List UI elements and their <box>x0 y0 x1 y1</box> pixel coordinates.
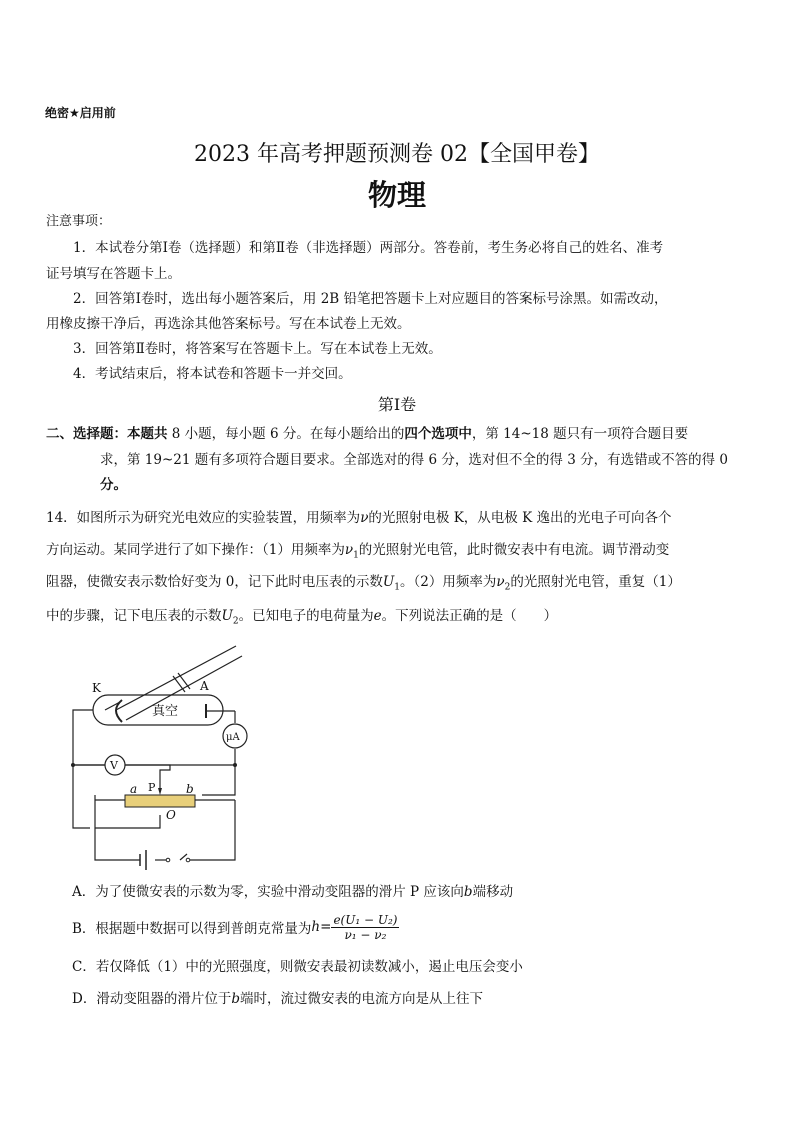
section-instructions-line3: 分。 <box>100 477 127 493</box>
light-source-cap <box>173 676 185 692</box>
section-instructions-line1: 二、选择题：本题共 8 小题，每小题 6 分。在每小题给出的四个选项中，第 14~18 题只有一项符合题目要 <box>46 426 689 442</box>
confidential-mark: 绝密★启用前 <box>45 106 116 120</box>
planck-formula: $\frac{\text{e(U₁ − U₂)}}{\text{ν₁ − ν₂}}$ <box>333 912 398 942</box>
label-vacuum: 真空 <box>152 704 179 719</box>
option-c: C．若仅降低（1）中的光照强度，则微安表最初读数减小，遏止电压会变小 <box>72 959 523 975</box>
note-line: 证号填写在答题卡上。 <box>46 266 181 282</box>
label-o: O <box>166 808 176 822</box>
option-b: B．根据题中数据可以得到普朗克常量为 h = $\frac{\text{e(U₁ − U₂)}}{\text{ν₁ − ν₂}}$ <box>72 912 398 942</box>
notes-heading: 注意事项： <box>46 214 112 229</box>
label-voltmeter: V <box>110 759 118 772</box>
section-instructions-line2: 求，第 19~21 题有多项符合题目要求。全部选对的得 6 分，选对但不全的得 3 分，有选错或不答的得 0 <box>100 452 728 468</box>
label-k: K <box>92 681 101 695</box>
note-line: 1．本试卷分第Ⅰ卷（选择题）和第Ⅱ卷（非选择题）两部分。答卷前，考生务必将自己的姓名、准考 <box>73 240 664 256</box>
label-p: P <box>148 781 156 794</box>
question-line2: 方向运动。某同学进行了如下操作：（1）用频率为$\nu_1$的光照射光电管，此时微安表中有电流。调节滑动变 <box>46 542 670 561</box>
label-microammeter: μA <box>226 732 240 743</box>
option-a: A．为了使微安表的示数为零，实验中滑动变阻器的滑片 P 应该向b端移动 <box>72 884 514 900</box>
note-line: 用橡皮擦干净后，再选涂其他答案标号。写在本试卷上无效。 <box>46 316 411 332</box>
light-beam-edge <box>116 646 236 710</box>
note-line: 4．考试结束后，将本试卷和答题卡一并交回。 <box>73 366 352 382</box>
section-label: 二、选择题： <box>46 426 127 442</box>
note-line: 3．回答第Ⅱ卷时，将答案写在答题卡上。写在本试卷上无效。 <box>73 341 442 357</box>
volume-heading: 第Ⅰ卷 <box>377 395 417 414</box>
subject-title: 物理 <box>367 178 426 212</box>
note-line: 2．回答第Ⅰ卷时，选出每小题答案后，用 2B 铅笔把答题卡上对应题目的答案标号涂黑。如需改动， <box>73 291 668 307</box>
exam-title: 2023 年高考押题预测卷 02【全国甲卷】 <box>194 142 600 167</box>
option-d: D．滑动变阻器的滑片位于b端时，流过微安表的电流方向是从上往下 <box>72 991 483 1007</box>
question-line3: 阻器，使微安表示数恰好变为 0，记下此时电压表的示数$U_1$。（2）用频率为$\nu_2$的光照射光电管，重复（1） <box>46 574 681 593</box>
photoelectric-circuit-diagram <box>60 640 260 870</box>
label-a-end: a <box>130 782 138 796</box>
question-line4: 中的步骤，记下电压表的示数$U_2$。已知电子的电荷量为e。下列说法正确的是（ ） <box>46 608 558 627</box>
rheostat <box>125 795 195 807</box>
label-b-end: b <box>186 782 194 796</box>
question-line1: 14．如图所示为研究光电效应的实验装置，用频率为ν的光照射电极 K，从电极 K 逸出的光电子可向各个 <box>46 510 672 526</box>
label-a: A <box>200 679 209 693</box>
